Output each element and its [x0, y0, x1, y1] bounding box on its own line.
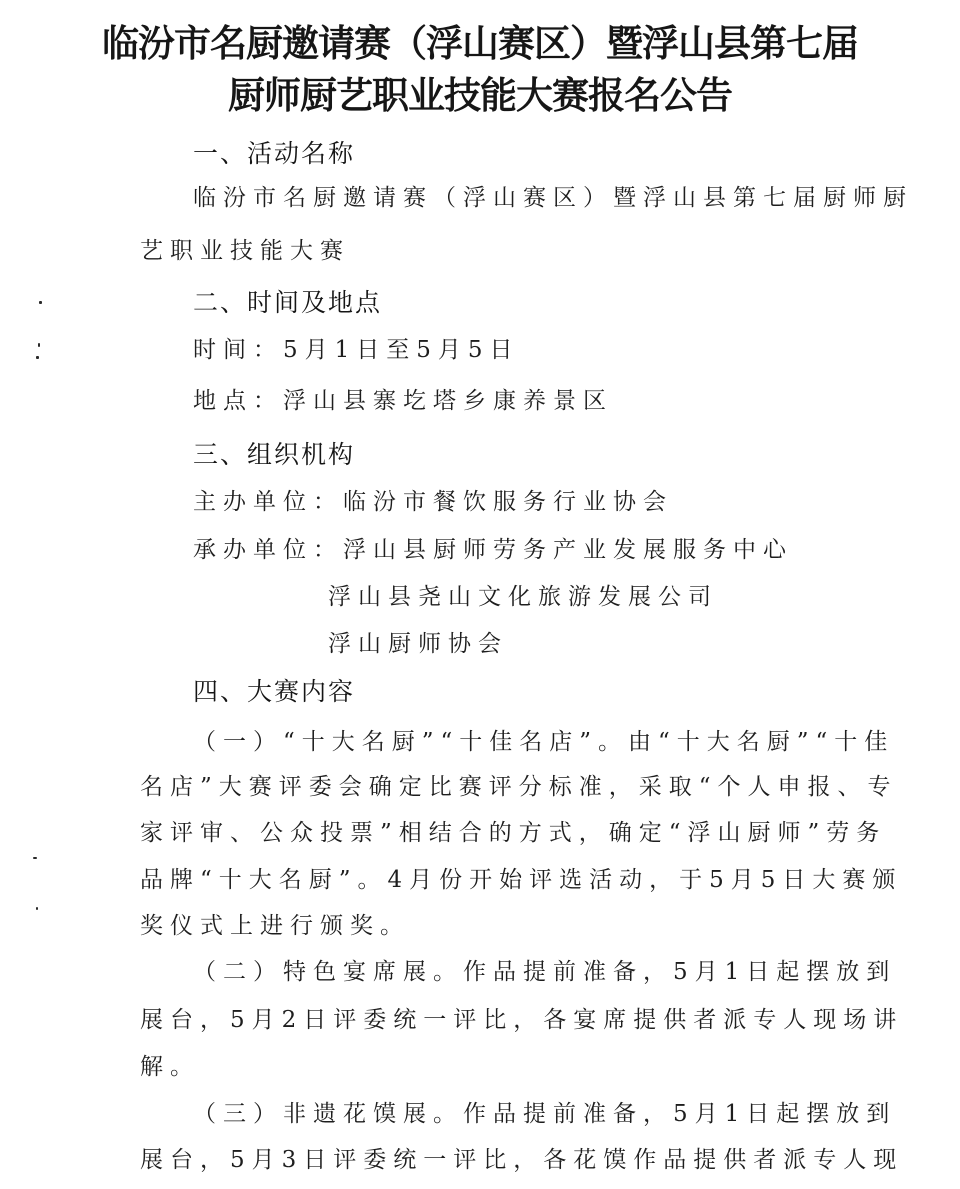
paragraph-line: 展台，5月2日评委统一评比，各宴席提供者派专人现场讲: [140, 1007, 904, 1033]
paragraph-line-organizer-2: 浮山县尧山文化旅游发展公司: [328, 584, 718, 610]
section-heading-organization: 三、组织机构: [193, 440, 356, 469]
paragraph-line: 品牌“十大名厨”。4月份开始评选活动，于5月5日大赛颁: [140, 867, 903, 893]
paragraph-line: 展台，5月3日评委统一评比，各花馍作品提供者派专人现: [140, 1147, 904, 1173]
scan-speck: [36, 356, 39, 359]
paragraph-line-organizer-3: 浮山厨师协会: [328, 631, 508, 657]
scan-speck: [36, 907, 38, 910]
paragraph-line: 奖仪式上进行颁奖。: [140, 913, 410, 939]
paragraph-line-time: 时间：5月1日至5月5日: [193, 337, 520, 363]
paragraph-line-host: 主办单位：临汾市餐饮服务行业协会: [193, 489, 673, 515]
paragraph-line: 临汾市名厨邀请赛（浮山赛区）暨浮山县第七届厨师厨: [193, 185, 913, 211]
paragraph-line: 艺职业技能大赛: [140, 238, 350, 264]
section-heading-activity-name: 一、活动名称: [193, 139, 356, 168]
paragraph-line: （一）“十大名厨”“十佳名店”。由“十大名厨”“十佳: [193, 729, 895, 755]
scan-speck: [33, 857, 37, 859]
paragraph-line: 解。: [140, 1054, 200, 1080]
document-title-line-1: 临汾市名厨邀请赛（浮山赛区）暨浮山县第七届: [102, 22, 858, 65]
scan-speck: [38, 343, 40, 347]
document-title-line-2: 厨师厨艺职业技能大赛报名公告: [228, 74, 732, 117]
paragraph-line: 名店”大赛评委会确定比赛评分标准，采取“个人申报、专: [140, 774, 898, 800]
paragraph-line-organizer: 承办单位：浮山县厨师劳务产业发展服务中心: [193, 537, 793, 563]
scan-speck: [39, 301, 42, 304]
section-heading-time-place: 二、时间及地点: [193, 288, 383, 317]
paragraph-line: （二）特色宴席展。作品提前准备，5月1日起摆放到: [193, 959, 897, 985]
paragraph-line: （三）非遗花馍展。作品提前准备，5月1日起摆放到: [193, 1101, 897, 1127]
section-heading-contest-content: 四、大赛内容: [193, 677, 356, 706]
paragraph-line: 家评审、公众投票”相结合的方式，确定“浮山厨师”劳务: [140, 820, 887, 846]
paragraph-line-location: 地点：浮山县寨圪塔乡康养景区: [193, 388, 613, 414]
